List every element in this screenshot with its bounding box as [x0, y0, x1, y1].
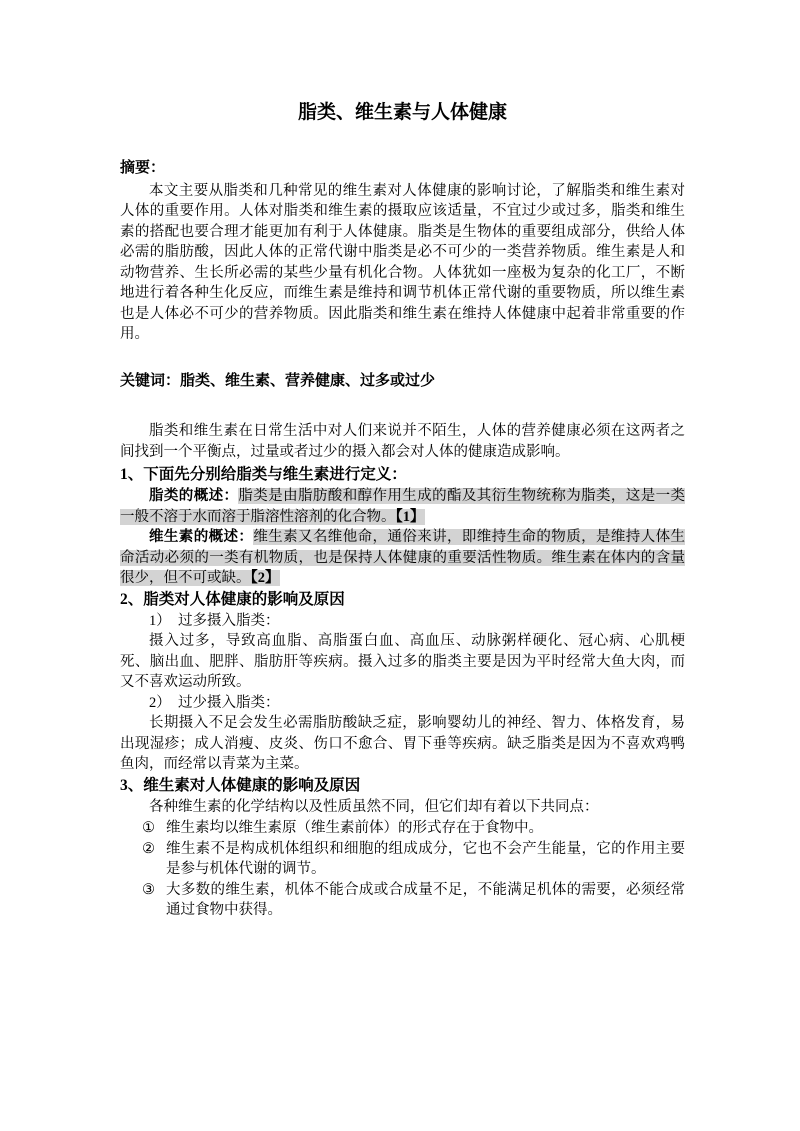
section1-heading: 1、下面先分别给脂类与维生素进行定义：: [120, 466, 407, 483]
list-marker-1: ①: [142, 820, 155, 836]
section2-item1-body: 摄入过多，导致高血脂、高脂蛋白血、高血压、动脉粥样硬化、冠心病、心肌梗死、脑出血、肥胖、脂肪肝等疾病。摄入过多的脂类主要是因为平时经常大鱼大肉，而又不喜欢运动所致。: [120, 633, 685, 690]
section2-item2-body: 长期摄入不足会发生必需脂肪酸缺乏症，影响婴幼儿的神经、智力、体格发育，易出现湿疹；成人消瘦、皮炎、伤口不愈合、胃下垂等疾病。缺乏脂类是因为不喜欢鸡鸭鱼肉，而经常以青菜为主菜。: [120, 715, 685, 772]
vitamin-definition-text: 维生素又名维他命，通俗来讲，即维持生命的物质，是维持人体生命活动必须的一类有机物质，也是保持人体健康的重要活性物质。维生素在体内的含量很少，但不可或缺。: [120, 529, 686, 586]
section3-heading: 3、维生素对人体健康的影响及原因: [120, 776, 361, 794]
lipid-definition-text: 脂类是由脂肪酸和醇作用生成的酯及其衍生物统称为脂类，这是一类一般不溶于水而溶于脂溶性溶剂的化合物。: [120, 488, 686, 525]
list-marker-2: ②: [142, 840, 155, 857]
list-item-text-3: 大多数的维生素，机体不能合成或合成量不足，不能满足机体的需要，必须经常通过食物中获得。: [166, 881, 685, 918]
section2-heading: 2、脂类对人体健康的影响及原因: [120, 590, 345, 608]
list-item-text-1: 维生素均以维生素原（维生素前体）的形式存在于食物中。: [166, 820, 543, 836]
list-marker-3: ③: [142, 881, 155, 898]
lipid-citation: 【1】: [395, 508, 425, 525]
list-item-text-2: 维生素不是构成机体组织和细胞的组成成分，它也不会产生能量，它的作用主要是参与机体代谢的调节。: [166, 840, 685, 877]
lipid-definition-label: 脂类的概述：: [149, 488, 239, 504]
lipid-definition-paragraph: [120, 486, 685, 527]
vitamin-definition-label: 维生素的概述：: [149, 529, 254, 545]
intro-paragraph: 脂类和维生素在日常生活中对人们来说并不陌生，人体的营养健康必须在这两者之间找到一个平衡点，过量或者过少的摄入都会对人体的健康造成影响。: [120, 423, 685, 460]
section2-item2-label: 2） 过少摄入脂类：: [149, 694, 280, 711]
vitamin-citation: 【2】: [250, 570, 280, 586]
vitamin-definition-paragraph: [120, 527, 685, 589]
abstract-body: 本文主要从脂类和几种常见的维生素对人体健康的影响讨论，了解脂类和维生素对人体的重要作用。人体对脂类和维生素的摄取应该适量，不宜过少或过多，脂类和维生素的搭配也要合理才能更加有利于人体健康。脂类是生物体的重要组成部分，供给人体必需的脂肪酸，因此人体的正常代谢中脂类是必不可少的一类营养物质。维生素是人和动物营养、生长所必需的某些少量有机化合物。人体犹如一座极为复杂的化工厂，不断地进行着各种生化反应，而维生素是维持和调节机体正常代谢的重要物质，所以维生素也是人体必不可少的营养物质。因此脂类和维生素在维持人体健康中起着非常重要的作用。: [120, 182, 685, 342]
section2-item1-label: 1） 过多摄入脂类：: [149, 612, 280, 629]
list-item: [142, 839, 685, 880]
section3-lead: 各种维生素的化学结构以及性质虽然不同，但它们却有着以下共同点：: [149, 798, 599, 815]
list-item: [142, 880, 685, 921]
document-title: 脂类、维生素与人体健康: [297, 102, 507, 123]
list-item: [142, 818, 685, 839]
abstract-label: 摘要：: [120, 160, 166, 176]
vitamin-common-points-list: [120, 818, 685, 921]
keywords-line: 关键词：脂类、维生素、营养健康、过多或过少: [120, 372, 436, 389]
